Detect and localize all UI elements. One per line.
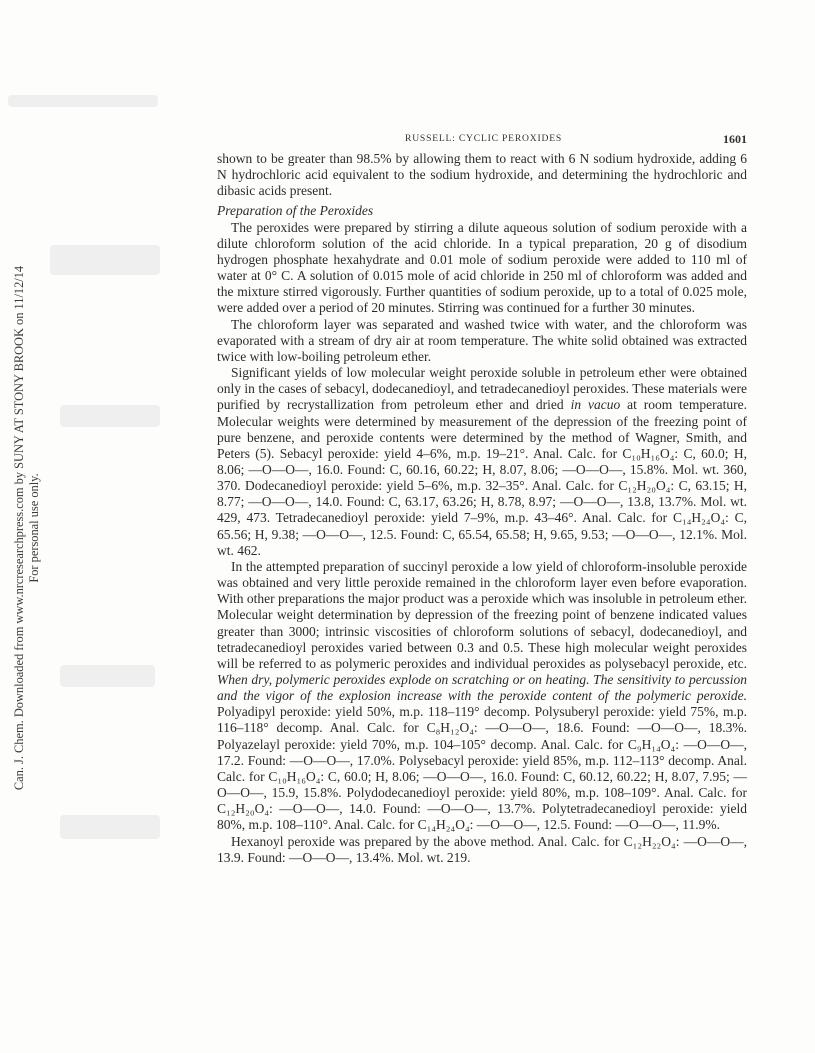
running-head: RUSSELL: CYCLIC PEROXIDES [405, 133, 562, 144]
page-header [217, 133, 747, 147]
section-heading: Preparation of the Peroxides [217, 203, 374, 219]
bleed-through-smudge [60, 665, 155, 687]
bleed-through-smudge [8, 95, 158, 107]
paragraph-low-mw-peroxides: Significant yields of low molecular weight peroxide soluble in petroleum ether were obtained only in the cases of sebacyl, dodecanedioyl, and tetradecanedioyl peroxides. These materials were purified by recrystallization from petroleum ether and dried in vacuo at room temperature. Molecular weights were determined by measurement of the depression of the freezing point of pure benzene, and peroxide contents were determined by the method of Wagner, Smith, and Peters (5). Sebacyl peroxide: yield 4–6%, m.p. 19–21°. Anal. Calc. for C₁₀H₁₆O₄: C, 60.0; H, 8.06; —O—O—, 16.0. Found: C, 60.16, 60.22; H, 8.07, 8.06; —O—O—, 15.8%. Mol. wt. 360, 370. Dodecanedioyl peroxide: yield 5–6%, m.p. 32–35°. Anal. Calc. for C₁₂H₂₀O₄: C, 63.15; H, 8.77; —O—O—, 14.0. Found: C, 63.17, 63.26; H, 8.78, 8.97; —O—O—, 13.8, 13.7%. Mol. wt. 429, 473. Tetradecanedioyl peroxide: yield 7–9%, m.p. 43–46°. Anal. Calc. for C₁₄H₂₄O₄: C, 65.56; H, 9.38; —O—O—, 12.5. Found: C, 65.54, 65.58; H, 9.65, 9.53; —O—O—, 12.1%. Mol. wt. 462. [217, 365, 747, 558]
paragraph-preparation: The peroxides were prepared by stirring a dilute aqueous solution of sodium peroxide with a dilute chloroform solution of the acid chloride. In a typical preparation, 20 g of disodium hydrogen phosphate hexahydrate and 0.01 mole of sodium peroxide were added to 110 ml of water at 0° C. A solution of 0.015 mole of acid chloride in 250 ml of chloroform was added and the mixture stirred vigorously. Further quantities of sodium peroxide, up to a total of 0.025 mole, were added over a period of 20 minutes. Stirring was continued for a further 30 minutes. [217, 219, 747, 316]
watermark-line-2: For personal use only. [27, 473, 41, 583]
article-body [217, 151, 747, 866]
download-watermark [12, 188, 42, 868]
bleed-through-smudge [50, 245, 160, 275]
bleed-through-smudge [60, 815, 160, 839]
bleed-through-smudge [60, 405, 160, 427]
paragraph-hexanoyl-peroxide: Hexanoyl peroxide was prepared by the above method. Anal. Calc. for C₁₂H₂₂O₄: —O—O—, 13.9. Found: —O—O—, 13.4%. Mol. wt. 219. [217, 833, 747, 865]
paragraph-polymeric-peroxides: In the attempted preparation of succinyl peroxide a low yield of chloroform-insoluble peroxide was obtained and very little peroxide remained in the chloroform layer even before evaporation. With other preparations the major product was a peroxide which was insoluble in petroleum ether. Molecular weight determination by depression of the freezing point of benzene indicated values greater than 3000; intrinsic viscosities of chloroform solutions of sebacyl, dodecanedioyl, and tetradecanedioyl peroxides varied between 0.3 and 0.5. These high molecular weight peroxides will be referred to as polymeric peroxides and individual peroxides as polysebacyl peroxide, etc. When dry, polymeric peroxides explode on scratching or on heating. The sensitivity to percussion and the vigor of the explosion increase with the peroxide content of the polymeric peroxide. Polyadipyl peroxide: yield 50%, m.p. 118–119° decomp. Polysuberyl peroxide: yield 75%, m.p. 116–118° decomp. Anal. Calc. for C₈H₁₂O₄: —O—O—, 18.6. Found: —O—O—, 18.3%. Polyazelayl peroxide: yield 70%, m.p. 104–105° decomp. Anal. Calc. for C₉H₁₄O₄: —O—O—, 17.2. Found: —O—O—, 17.0%. Polysebacyl peroxide: yield 85%, m.p. 112–113° decomp. Anal. Calc. for C₁₀H₁₆O₄: C, 60.0; H, 8.06; —O—O—, 16.0. Found: C, 60.12, 60.22; H, 8.07, 7.95; —O—O—, 15.9, 15.8%. Polydodecanedioyl peroxide: yield 80%, m.p. 108–109°. Anal. Calc. for C₁₂H₂₀O₄: —O—O—, 14.0. Found: —O—O—, 13.7%. Polytetradecanedioyl peroxide: yield 80%, m.p. 108–110°. Anal. Calc. for C₁₄H₂₄O₄: —O—O—, 12.5. Found: —O—O—, 11.9%. [217, 558, 747, 833]
page-number: 1601 [723, 132, 747, 146]
watermark-line-1: Can. J. Chem. Downloaded from www.nrcresearchpress.com by SUNY AT STONY BROOK on 11/12/14 [12, 265, 26, 791]
paragraph-continued: shown to be greater than 98.5% by allowing them to react with 6 N sodium hydroxide, adding 6 N hydrochloric acid equivalent to the sodium hydroxide, and determining the hydrochloric and dibasic acids present. [217, 151, 747, 199]
paragraph-extraction: The chloroform layer was separated and washed twice with water, and the chloroform was evaporated with a stream of dry air at room temperature. The white solid obtained was extracted twice with low-boiling petroleum ether. [217, 316, 747, 364]
